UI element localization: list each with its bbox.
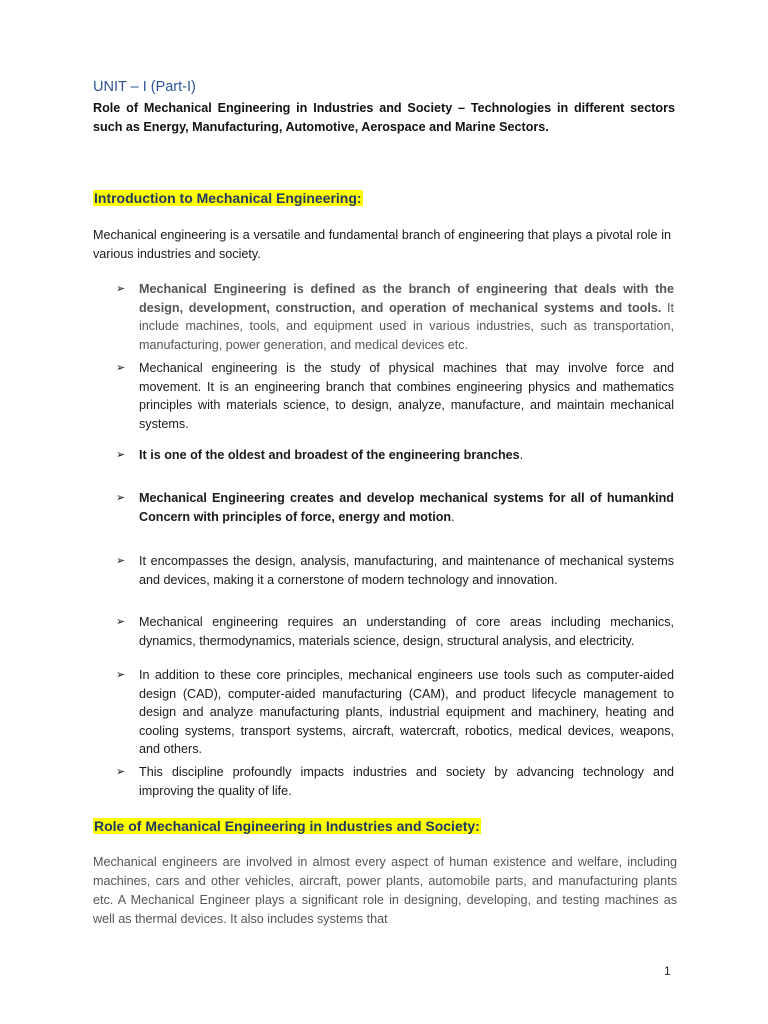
arrow-bullet-icon: ➢ bbox=[116, 668, 126, 681]
section-heading-introduction bbox=[93, 190, 363, 206]
bullet-item bbox=[116, 359, 674, 433]
section-heading-text: Introduction to Mechanical Engineering: bbox=[94, 190, 362, 206]
bullet-text bbox=[139, 446, 674, 465]
arrow-bullet-icon: ➢ bbox=[116, 361, 126, 374]
bullet-item bbox=[116, 763, 674, 800]
bullet-text bbox=[139, 489, 674, 526]
bullet-item bbox=[116, 666, 674, 759]
bullet-item bbox=[116, 552, 674, 589]
bullet-tail: . bbox=[451, 509, 455, 524]
arrow-bullet-icon: ➢ bbox=[116, 491, 126, 504]
syllabus-text: Role of Mechanical Engineering in Industries and Society – Technologies in different sectors such as Energy, Manufacturing, Automotive, Aerospace and Marine Sectors. bbox=[93, 101, 675, 134]
section-heading-role bbox=[93, 818, 481, 834]
bullet-text: Mechanical engineering is the study of physical machines that may involve force and movement. It is an engineering branch that combines engineering physics and mathematics principles with materials science, to design, analyze, manufacture, and maintain mechanical systems. bbox=[139, 361, 674, 431]
bullet-item bbox=[116, 446, 674, 465]
bullet-text: This discipline profoundly impacts industries and society by advancing technology and improving the quality of life. bbox=[139, 765, 674, 798]
bullet-item bbox=[116, 613, 674, 650]
bullet-text: In addition to these core principles, mechanical engineers use tools such as computer-aided design (CAD), computer-aided manufacturing (CAM), and product lifecycle management to design and analyze manufacturing plants, industrial equipment and machinery, heating and cooling systems, transport systems, aircraft, watercraft, robotics, medical devices, weapons, and others. bbox=[139, 668, 674, 756]
arrow-bullet-icon: ➢ bbox=[116, 448, 126, 461]
bullet-text: Mechanical engineering requires an understanding of core areas including mechanics, dynamics, thermodynamics, materials science, design, structural analysis, and electricity. bbox=[139, 615, 674, 648]
bullet-tail: . bbox=[519, 448, 524, 462]
bullet-bold-text: Mechanical Engineering creates and develop mechanical systems for all of humankind Concern with principles of force, energy and motion bbox=[139, 491, 674, 524]
bullet-item bbox=[116, 280, 674, 354]
arrow-bullet-icon: ➢ bbox=[116, 615, 126, 628]
bullet-item bbox=[116, 489, 674, 526]
bullet-text bbox=[139, 280, 674, 354]
unit-title: UNIT – I (Part-I) bbox=[93, 79, 196, 95]
arrow-bullet-icon: ➢ bbox=[116, 765, 126, 778]
bullet-bold-text: Mechanical Engineering is defined as the branch of engineering that deals with the design, development, construction, and operation of mechanical systems and tools. bbox=[139, 282, 674, 315]
bullet-normal-text: It include machines, tools, and equipment used in various industries, such as transportation, manufacturing, power generation, and medical devices etc. bbox=[139, 300, 674, 352]
bullet-text: It encompasses the design, analysis, manufacturing, and maintenance of mechanical systems and devices, making it a cornerstone of modern technology and innovation. bbox=[139, 554, 674, 587]
role-paragraph: Mechanical engineers are involved in almost every aspect of human existence and welfare, including machines, cars and other vehicles, aircraft, power plants, automobile parts, and manufacturing plants etc. A Mechanical Engineer plays a significant role in designing, developing, and testing machines as well as thermal devices. It also includes systems that bbox=[93, 855, 677, 926]
intro-paragraph: Mechanical engineering is a versatile and fundamental branch of engineering that plays a pivotal role in various industries and society. bbox=[93, 228, 671, 261]
bullet-bold-text: It is one of the oldest and broadest of the engineering branches bbox=[139, 448, 520, 462]
section-heading-text: Role of Mechanical Engineering in Industries and Society: bbox=[94, 818, 480, 834]
arrow-bullet-icon: ➢ bbox=[116, 282, 126, 295]
arrow-bullet-icon: ➢ bbox=[116, 554, 126, 567]
page-number: 1 bbox=[664, 964, 671, 978]
